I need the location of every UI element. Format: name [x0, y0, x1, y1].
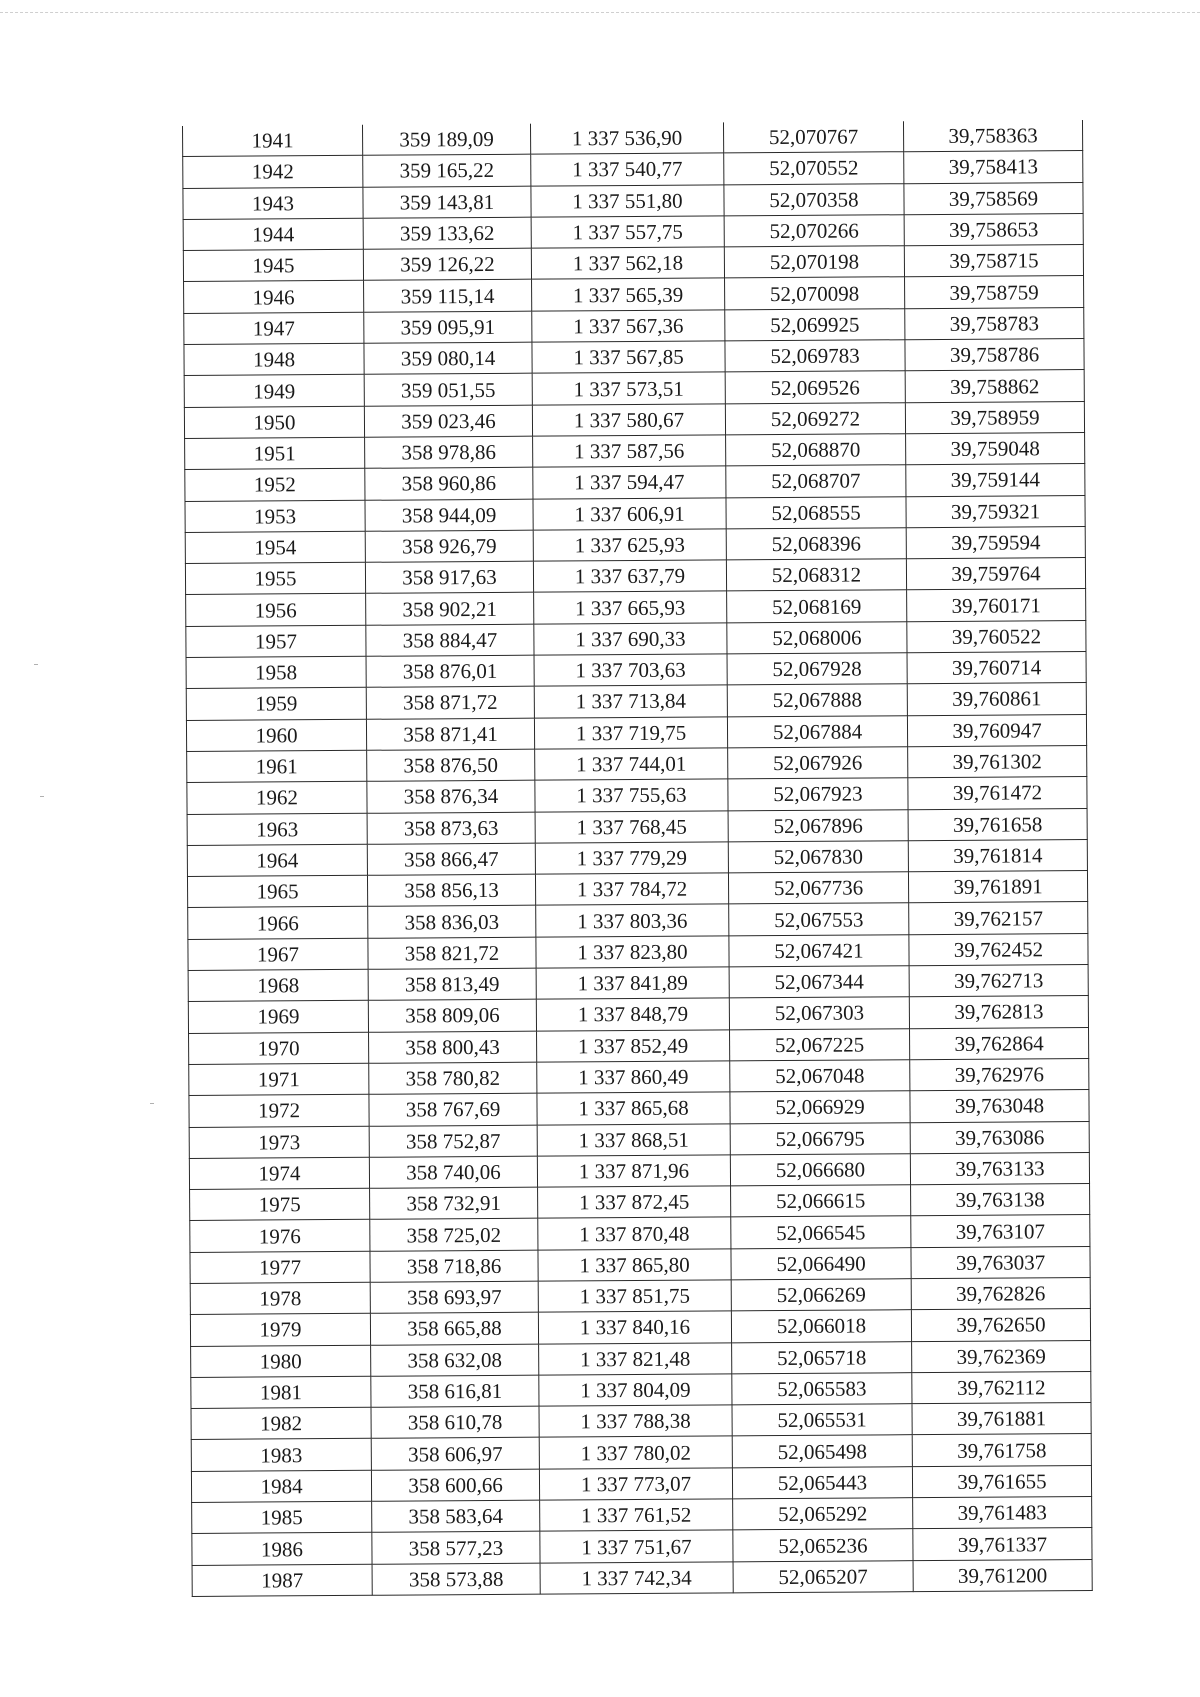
x-coordinate-cell: 358 718,86 — [370, 1250, 538, 1282]
scan-speck — [40, 796, 44, 797]
year-cell: 1978 — [190, 1282, 370, 1314]
y-coordinate-cell: 1 337 761,52 — [540, 1499, 733, 1532]
year-cell: 1964 — [187, 844, 367, 876]
latitude-cell: 52,067926 — [728, 747, 908, 779]
longitude-cell: 39,761814 — [908, 839, 1087, 871]
year-cell: 1957 — [186, 625, 366, 657]
year-cell: 1942 — [183, 156, 363, 188]
x-coordinate-cell: 358 876,50 — [367, 749, 535, 781]
latitude-cell: 52,065207 — [733, 1560, 913, 1592]
x-coordinate-cell: 358 606,97 — [371, 1438, 539, 1470]
longitude-cell: 39,763138 — [911, 1184, 1090, 1216]
x-coordinate-cell: 359 126,22 — [363, 248, 531, 280]
longitude-cell: 39,762112 — [912, 1371, 1091, 1403]
year-cell: 1969 — [188, 1001, 368, 1033]
x-coordinate-cell: 359 115,14 — [364, 280, 532, 312]
x-coordinate-cell: 358 752,87 — [369, 1125, 537, 1157]
longitude-cell: 39,763048 — [910, 1090, 1089, 1122]
x-coordinate-cell: 358 583,64 — [372, 1500, 540, 1532]
year-cell: 1983 — [191, 1439, 371, 1471]
longitude-cell: 39,761302 — [908, 745, 1087, 777]
year-cell: 1946 — [184, 281, 364, 313]
x-coordinate-cell: 358 813,49 — [368, 968, 536, 1000]
year-cell: 1986 — [192, 1533, 372, 1565]
latitude-cell: 52,066018 — [731, 1310, 911, 1342]
y-coordinate-cell: 1 337 821,48 — [539, 1342, 732, 1375]
longitude-cell: 39,759764 — [906, 558, 1085, 590]
latitude-cell: 52,066545 — [731, 1216, 911, 1248]
longitude-cell: 39,760947 — [907, 714, 1086, 746]
longitude-cell: 39,763107 — [911, 1215, 1090, 1247]
latitude-cell: 52,065531 — [732, 1404, 912, 1436]
x-coordinate-cell: 359 080,14 — [364, 342, 532, 374]
x-coordinate-cell: 358 577,23 — [372, 1532, 540, 1564]
year-cell: 1959 — [186, 688, 366, 720]
year-cell: 1943 — [183, 187, 363, 219]
latitude-cell: 52,065443 — [732, 1466, 912, 1498]
longitude-cell: 39,760861 — [907, 683, 1086, 715]
year-cell: 1944 — [183, 218, 363, 250]
table-body — [182, 120, 1092, 1596]
x-coordinate-cell: 358 800,43 — [369, 1031, 537, 1063]
year-cell: 1966 — [188, 907, 368, 939]
y-coordinate-cell: 1 337 868,51 — [537, 1123, 730, 1156]
year-cell: 1962 — [187, 782, 367, 814]
x-coordinate-cell: 359 189,09 — [362, 124, 530, 156]
latitude-cell: 52,068312 — [726, 559, 906, 591]
y-coordinate-cell: 1 337 779,29 — [535, 842, 728, 875]
latitude-cell: 52,065498 — [732, 1435, 912, 1467]
longitude-cell: 39,762650 — [911, 1309, 1090, 1341]
y-coordinate-cell: 1 337 860,49 — [537, 1061, 730, 1094]
longitude-cell: 39,761891 — [908, 871, 1087, 903]
latitude-cell: 52,067048 — [730, 1060, 910, 1092]
latitude-cell: 52,068707 — [726, 465, 906, 497]
y-coordinate-cell: 1 337 872,45 — [538, 1186, 731, 1219]
year-cell: 1965 — [187, 875, 367, 907]
year-cell: 1960 — [186, 719, 366, 751]
x-coordinate-cell: 358 780,82 — [369, 1062, 537, 1094]
x-coordinate-cell: 358 632,08 — [371, 1344, 539, 1376]
year-cell: 1963 — [187, 813, 367, 845]
y-coordinate-cell: 1 337 580,67 — [532, 404, 725, 437]
y-coordinate-cell: 1 337 565,39 — [532, 278, 725, 311]
y-coordinate-cell: 1 337 562,18 — [531, 247, 724, 280]
y-coordinate-cell: 1 337 871,96 — [537, 1155, 730, 1188]
x-coordinate-cell: 358 836,03 — [368, 906, 536, 938]
latitude-cell: 52,065236 — [733, 1529, 913, 1561]
latitude-cell: 52,070767 — [723, 121, 903, 153]
year-cell: 1979 — [190, 1314, 370, 1346]
y-coordinate-cell: 1 337 788,38 — [539, 1405, 732, 1438]
latitude-cell: 52,070552 — [724, 152, 904, 184]
longitude-cell: 39,763037 — [911, 1246, 1090, 1278]
longitude-cell: 39,762976 — [910, 1058, 1089, 1090]
x-coordinate-cell: 358 876,01 — [366, 655, 534, 687]
longitude-cell: 39,761337 — [913, 1528, 1092, 1560]
longitude-cell: 39,761658 — [908, 808, 1087, 840]
y-coordinate-cell: 1 337 755,63 — [535, 779, 728, 812]
longitude-cell: 39,762713 — [909, 965, 1088, 997]
y-coordinate-cell: 1 337 637,79 — [533, 560, 726, 593]
year-cell: 1955 — [185, 562, 365, 594]
y-coordinate-cell: 1 337 865,68 — [537, 1092, 730, 1125]
y-coordinate-cell: 1 337 848,79 — [536, 998, 729, 1031]
year-cell: 1971 — [189, 1063, 369, 1095]
x-coordinate-cell: 358 960,86 — [365, 467, 533, 499]
longitude-cell: 39,761200 — [913, 1559, 1092, 1591]
longitude-cell: 39,763086 — [910, 1121, 1089, 1153]
longitude-cell: 39,761881 — [912, 1403, 1091, 1435]
x-coordinate-cell: 358 767,69 — [369, 1093, 537, 1125]
year-cell: 1981 — [191, 1376, 371, 1408]
x-coordinate-cell: 359 095,91 — [364, 311, 532, 343]
year-cell: 1968 — [188, 969, 368, 1001]
latitude-cell: 52,067923 — [728, 778, 908, 810]
coordinates-table — [182, 120, 1093, 1597]
latitude-cell: 52,070358 — [724, 183, 904, 215]
y-coordinate-cell: 1 337 744,01 — [535, 748, 728, 781]
y-coordinate-cell: 1 337 841,89 — [536, 967, 729, 1000]
x-coordinate-cell: 358 725,02 — [370, 1219, 538, 1251]
y-coordinate-cell: 1 337 784,72 — [535, 873, 728, 906]
longitude-cell: 39,759594 — [906, 526, 1085, 558]
x-coordinate-cell: 358 873,63 — [367, 812, 535, 844]
scan-speck — [150, 1103, 154, 1104]
latitude-cell: 52,067884 — [727, 715, 907, 747]
y-coordinate-cell: 1 337 625,93 — [533, 529, 726, 562]
y-coordinate-cell: 1 337 751,67 — [540, 1530, 733, 1563]
latitude-cell: 52,068169 — [727, 590, 907, 622]
latitude-cell: 52,067421 — [729, 934, 909, 966]
longitude-cell: 39,758413 — [904, 151, 1083, 183]
y-coordinate-cell: 1 337 536,90 — [530, 122, 723, 154]
latitude-cell: 52,067928 — [727, 653, 907, 685]
x-coordinate-cell: 358 665,88 — [370, 1312, 538, 1344]
longitude-cell: 39,759321 — [906, 495, 1085, 527]
x-coordinate-cell: 359 051,55 — [364, 374, 532, 406]
latitude-cell: 52,068555 — [726, 496, 906, 528]
document-page — [182, 120, 1092, 1597]
table-row — [192, 1559, 1092, 1596]
latitude-cell: 52,065583 — [732, 1373, 912, 1405]
y-coordinate-cell: 1 337 557,75 — [531, 216, 724, 249]
x-coordinate-cell: 359 165,22 — [363, 154, 531, 186]
year-cell: 1984 — [191, 1470, 371, 1502]
x-coordinate-cell: 358 902,21 — [366, 593, 534, 625]
latitude-cell: 52,067344 — [729, 966, 909, 998]
y-coordinate-cell: 1 337 540,77 — [531, 153, 724, 186]
longitude-cell: 39,758715 — [904, 245, 1083, 277]
y-coordinate-cell: 1 337 851,75 — [538, 1280, 731, 1313]
x-coordinate-cell: 358 917,63 — [365, 561, 533, 593]
latitude-cell: 52,069925 — [725, 308, 905, 340]
x-coordinate-cell: 358 732,91 — [370, 1187, 538, 1219]
scan-speck — [34, 664, 38, 665]
longitude-cell: 39,758786 — [905, 339, 1084, 371]
y-coordinate-cell: 1 337 573,51 — [532, 372, 725, 405]
year-cell: 1948 — [184, 343, 364, 375]
latitude-cell: 52,066680 — [730, 1153, 910, 1185]
year-cell: 1956 — [186, 594, 366, 626]
x-coordinate-cell: 358 871,41 — [366, 718, 534, 750]
x-coordinate-cell: 358 866,47 — [367, 843, 535, 875]
x-coordinate-cell: 358 884,47 — [366, 624, 534, 656]
latitude-cell: 52,070266 — [724, 215, 904, 247]
latitude-cell: 52,069526 — [725, 371, 905, 403]
y-coordinate-cell: 1 337 594,47 — [533, 466, 726, 499]
longitude-cell: 39,759048 — [906, 432, 1085, 464]
longitude-cell: 39,760522 — [907, 620, 1086, 652]
year-cell: 1954 — [185, 531, 365, 563]
y-coordinate-cell: 1 337 773,07 — [539, 1468, 732, 1501]
y-coordinate-cell: 1 337 768,45 — [535, 810, 728, 843]
y-coordinate-cell: 1 337 870,48 — [538, 1217, 731, 1250]
longitude-cell: 39,760714 — [907, 652, 1086, 684]
latitude-cell: 52,069272 — [725, 402, 905, 434]
longitude-cell: 39,763133 — [910, 1152, 1089, 1184]
scan-edge-line — [0, 12, 1200, 13]
y-coordinate-cell: 1 337 803,36 — [536, 904, 729, 937]
longitude-cell: 39,758363 — [903, 120, 1082, 152]
longitude-cell: 39,761472 — [908, 777, 1087, 809]
latitude-cell: 52,070198 — [724, 246, 904, 278]
latitude-cell: 52,065292 — [733, 1498, 913, 1530]
latitude-cell: 52,066615 — [731, 1185, 911, 1217]
y-coordinate-cell: 1 337 567,85 — [532, 341, 725, 374]
year-cell: 1982 — [191, 1407, 371, 1439]
x-coordinate-cell: 358 573,88 — [372, 1563, 540, 1595]
y-coordinate-cell: 1 337 865,80 — [538, 1249, 731, 1282]
longitude-cell: 39,762826 — [911, 1277, 1090, 1309]
year-cell: 1951 — [185, 437, 365, 469]
longitude-cell: 39,761483 — [913, 1497, 1092, 1529]
y-coordinate-cell: 1 337 804,09 — [539, 1374, 732, 1407]
year-cell: 1941 — [182, 125, 362, 157]
x-coordinate-cell: 358 876,34 — [367, 780, 535, 812]
x-coordinate-cell: 358 944,09 — [365, 499, 533, 531]
longitude-cell: 39,761758 — [912, 1434, 1091, 1466]
longitude-cell: 39,758653 — [904, 213, 1083, 245]
longitude-cell: 39,762813 — [909, 996, 1088, 1028]
latitude-cell: 52,066929 — [730, 1091, 910, 1123]
longitude-cell: 39,762452 — [909, 933, 1088, 965]
y-coordinate-cell: 1 337 551,80 — [531, 185, 724, 218]
x-coordinate-cell: 358 821,72 — [368, 937, 536, 969]
latitude-cell: 52,067896 — [728, 809, 908, 841]
y-coordinate-cell: 1 337 690,33 — [534, 623, 727, 656]
longitude-cell: 39,758862 — [905, 370, 1084, 402]
y-coordinate-cell: 1 337 742,34 — [540, 1562, 733, 1595]
year-cell: 1985 — [192, 1501, 372, 1533]
latitude-cell: 52,066269 — [731, 1279, 911, 1311]
latitude-cell: 52,068006 — [727, 621, 907, 653]
x-coordinate-cell: 358 740,06 — [369, 1156, 537, 1188]
year-cell: 1975 — [190, 1188, 370, 1220]
y-coordinate-cell: 1 337 780,02 — [539, 1436, 732, 1469]
latitude-cell: 52,065718 — [732, 1341, 912, 1373]
year-cell: 1976 — [190, 1220, 370, 1252]
x-coordinate-cell: 358 926,79 — [365, 530, 533, 562]
year-cell: 1967 — [188, 938, 368, 970]
x-coordinate-cell: 358 978,86 — [365, 436, 533, 468]
year-cell: 1953 — [185, 500, 365, 532]
longitude-cell: 39,758759 — [905, 276, 1084, 308]
year-cell: 1987 — [192, 1564, 372, 1596]
year-cell: 1980 — [191, 1345, 371, 1377]
x-coordinate-cell: 358 610,78 — [371, 1406, 539, 1438]
latitude-cell: 52,066795 — [730, 1122, 910, 1154]
y-coordinate-cell: 1 337 840,16 — [538, 1311, 731, 1344]
latitude-cell: 52,067303 — [729, 997, 909, 1029]
latitude-cell: 52,070098 — [725, 277, 905, 309]
longitude-cell: 39,762369 — [912, 1340, 1091, 1372]
y-coordinate-cell: 1 337 665,93 — [534, 591, 727, 624]
year-cell: 1972 — [189, 1094, 369, 1126]
longitude-cell: 39,761655 — [912, 1465, 1091, 1497]
longitude-cell: 39,759144 — [906, 464, 1085, 496]
year-cell: 1958 — [186, 656, 366, 688]
x-coordinate-cell: 358 693,97 — [370, 1281, 538, 1313]
y-coordinate-cell: 1 337 567,36 — [532, 310, 725, 343]
year-cell: 1950 — [184, 406, 364, 438]
year-cell: 1977 — [190, 1251, 370, 1283]
latitude-cell: 52,066490 — [731, 1247, 911, 1279]
latitude-cell: 52,067888 — [727, 684, 907, 716]
x-coordinate-cell: 358 600,66 — [371, 1469, 539, 1501]
year-cell: 1947 — [184, 312, 364, 344]
latitude-cell: 52,067225 — [730, 1028, 910, 1060]
longitude-cell: 39,762864 — [910, 1027, 1089, 1059]
y-coordinate-cell: 1 337 606,91 — [533, 497, 726, 530]
x-coordinate-cell: 358 871,72 — [366, 687, 534, 719]
x-coordinate-cell: 359 143,81 — [363, 186, 531, 218]
x-coordinate-cell: 358 616,81 — [371, 1375, 539, 1407]
x-coordinate-cell: 359 133,62 — [363, 217, 531, 249]
y-coordinate-cell: 1 337 823,80 — [536, 936, 729, 969]
longitude-cell: 39,758959 — [905, 401, 1084, 433]
year-cell: 1945 — [183, 249, 363, 281]
longitude-cell: 39,758569 — [904, 182, 1083, 214]
year-cell: 1973 — [189, 1126, 369, 1158]
y-coordinate-cell: 1 337 852,49 — [537, 1029, 730, 1062]
latitude-cell: 52,068396 — [726, 528, 906, 560]
x-coordinate-cell: 358 809,06 — [368, 999, 536, 1031]
year-cell: 1970 — [189, 1032, 369, 1064]
latitude-cell: 52,067553 — [729, 903, 909, 935]
longitude-cell: 39,760171 — [907, 589, 1086, 621]
year-cell: 1974 — [189, 1157, 369, 1189]
year-cell: 1949 — [184, 375, 364, 407]
year-cell: 1961 — [187, 750, 367, 782]
y-coordinate-cell: 1 337 587,56 — [533, 435, 726, 468]
latitude-cell: 52,067736 — [728, 872, 908, 904]
year-cell: 1952 — [185, 469, 365, 501]
latitude-cell: 52,067830 — [728, 841, 908, 873]
y-coordinate-cell: 1 337 719,75 — [534, 717, 727, 750]
latitude-cell: 52,068870 — [726, 434, 906, 466]
longitude-cell: 39,758783 — [905, 307, 1084, 339]
x-coordinate-cell: 358 856,13 — [367, 874, 535, 906]
y-coordinate-cell: 1 337 703,63 — [534, 654, 727, 687]
y-coordinate-cell: 1 337 713,84 — [534, 685, 727, 718]
x-coordinate-cell: 359 023,46 — [364, 405, 532, 437]
longitude-cell: 39,762157 — [909, 902, 1088, 934]
latitude-cell: 52,069783 — [725, 340, 905, 372]
